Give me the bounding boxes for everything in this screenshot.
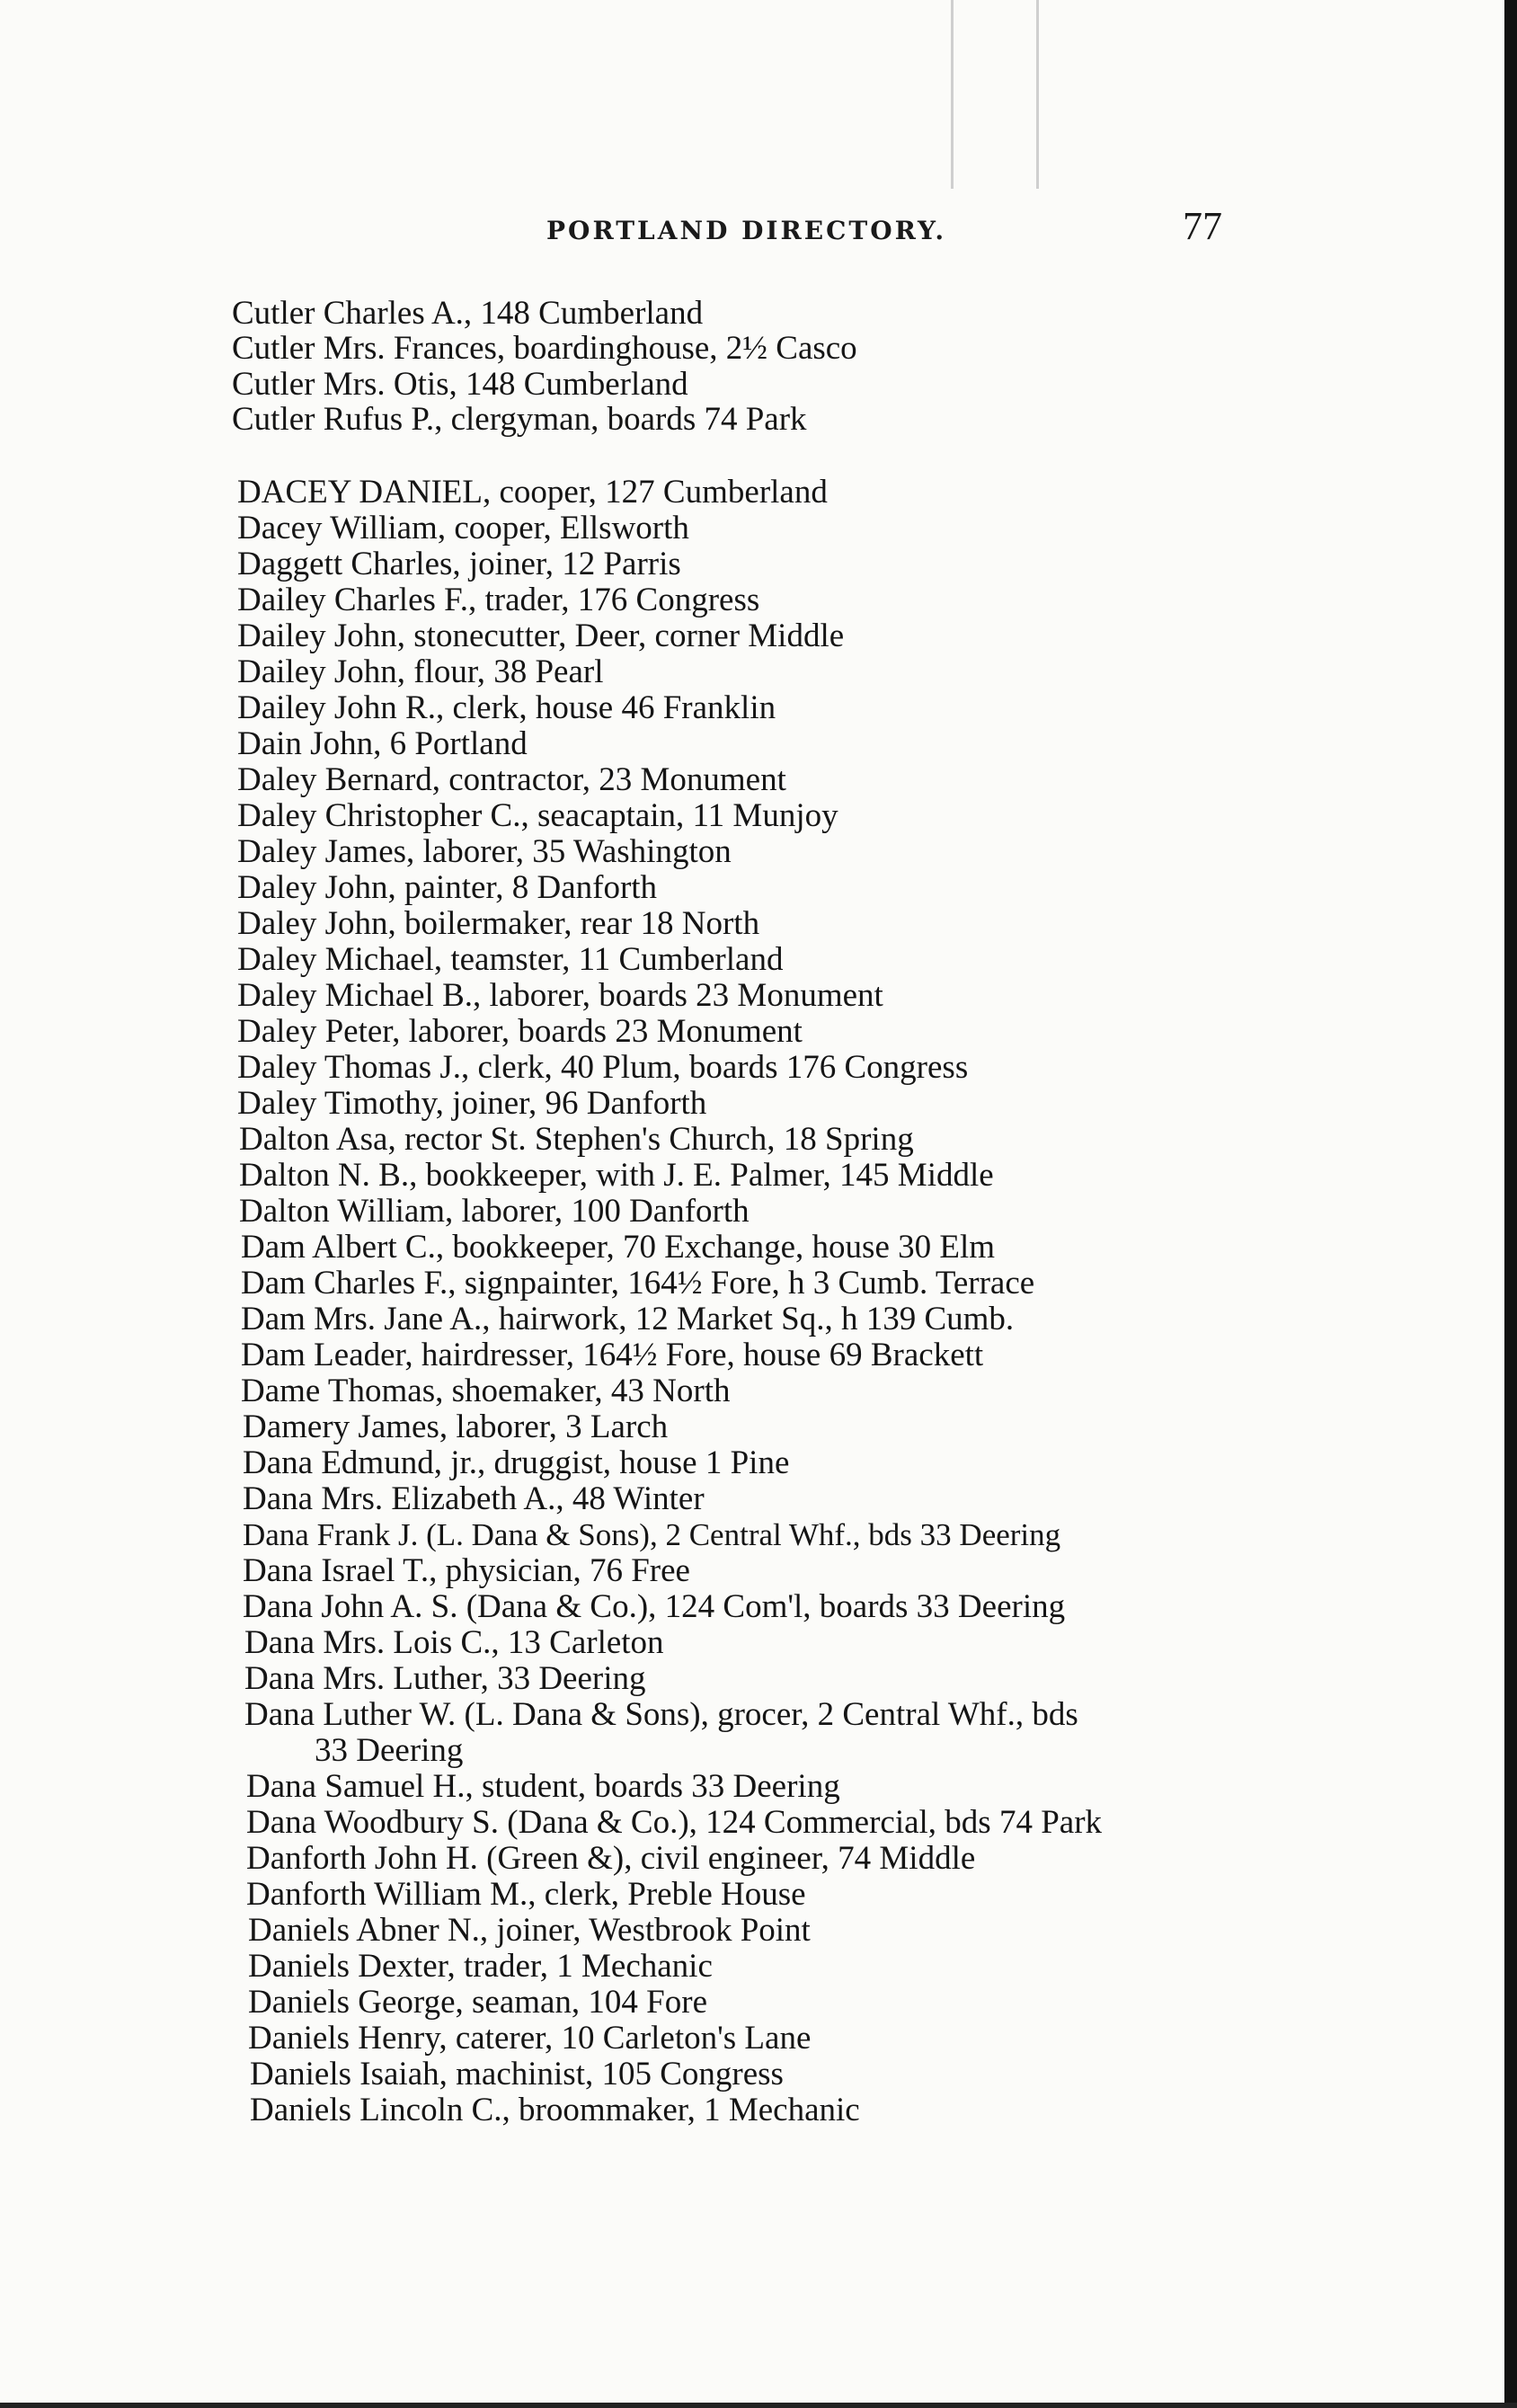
directory-entry: Dailey John R., clerk, house 46 Franklin [237,689,776,726]
directory-entry: Cutler Rufus P., clergyman, boards 74 Park [232,401,807,438]
directory-entry: Dacey William, cooper, Ellsworth [237,510,689,546]
directory-entry: Dana Mrs. Luther, 33 Deering [244,1660,646,1697]
directory-entry: Dana Luther W. (L. Dana & Sons), grocer, 2 Central Whf., bds [244,1696,1078,1733]
directory-entry-continuation: 33 Deering [315,1732,464,1769]
scan-edge [1504,0,1517,2408]
directory-entry: Daley John, painter, 8 Danforth [237,869,658,906]
directory-entry: Dailey John, stonecutter, Deer, corner Middle [237,618,845,654]
directory-entry: Daniels Henry, caterer, 10 Carleton's Lane [248,2020,812,2057]
directory-entry: Dailey John, flour, 38 Pearl [237,653,604,690]
directory-entry: Daley Christopher C., seacaptain, 11 Munjoy [237,797,838,834]
directory-entry: Daley Peter, laborer, boards 23 Monument [237,1013,803,1050]
directory-entry: Dana John A. S. (Dana & Co.), 124 Com'l, boards 33 Deering [243,1588,1066,1625]
directory-entry: Dana Edmund, jr., druggist, house 1 Pine [243,1444,790,1481]
directory-entry: Dain John, 6 Portland [237,725,528,762]
page-number: 77 [1183,204,1222,248]
directory-entry: Dana Woodbury S. (Dana & Co.), 124 Commercial, bds 74 Park [246,1804,1103,1841]
directory-entry: Dalton Asa, rector St. Stephen's Church, 18 Spring [239,1121,914,1158]
directory-entry: Daley John, boilermaker, rear 18 North [237,905,760,942]
directory-entry: Daley Timothy, joiner, 96 Danforth [237,1085,707,1122]
directory-entry: Dame Thomas, shoemaker, 43 North [241,1373,731,1409]
directory-entry: Daggett Charles, joiner, 12 Parris [237,546,681,582]
directory-entry: Dana Samuel H., student, boards 33 Deering [246,1768,840,1805]
running-head: PORTLAND DIRECTORY. [546,216,947,245]
directory-entry: Dalton N. B., bookkeeper, with J. E. Palmer, 145 Middle [239,1157,994,1194]
directory-entry: Daniels Dexter, trader, 1 Mechanic [248,1948,713,1985]
directory-entry: Daley Bernard, contractor, 23 Monument [237,761,786,798]
directory-entry: Cutler Mrs. Frances, boardinghouse, 2½ Casco [232,330,857,367]
directory-entry: Daley Michael, teamster, 11 Cumberland [237,941,784,978]
directory-entry: Dam Mrs. Jane A., hairwork, 12 Market Sq., h 139 Cumb. [241,1301,1015,1337]
directory-entry: Damery James, laborer, 3 Larch [243,1408,669,1445]
directory-entry: Danforth William M., clerk, Preble House [246,1876,806,1913]
directory-entry: DACEY DANIEL, cooper, 127 Cumberland [237,474,828,511]
directory-entry: Dana Israel T., physician, 76 Free [243,1552,690,1589]
directory-entry: Dailey Charles F., trader, 176 Congress [237,582,760,618]
scan-edge [0,2403,1517,2408]
directory-entry: Daniels Abner N., joiner, Westbrook Point [248,1912,811,1949]
directory-entry: Daley James, laborer, 35 Washington [237,833,732,870]
directory-entry: Dalton William, laborer, 100 Danforth [239,1193,750,1230]
directory-entry: Dana Frank J. (L. Dana & Sons), 2 Central Whf., bds 33 Deering [243,1517,1061,1552]
directory-entry: Dana Mrs. Lois C., 13 Carleton [244,1624,664,1661]
directory-entry: Daniels Isaiah, machinist, 105 Congress [250,2056,784,2093]
directory-entry: Daley Thomas J., clerk, 40 Plum, boards 176 Congress [237,1049,969,1086]
directory-entry: Dana Mrs. Elizabeth A., 48 Winter [243,1480,705,1517]
directory-entry: Danforth John H. (Green &), civil engineer, 74 Middle [246,1840,976,1877]
directory-entry: Dam Leader, hairdresser, 164½ Fore, house 69 Brackett [241,1337,984,1373]
directory-entry: Cutler Mrs. Otis, 148 Cumberland [232,366,688,403]
directory-entry: Dam Albert C., bookkeeper, 70 Exchange, house 30 Elm [241,1229,996,1266]
directory-entry: Daniels George, seaman, 104 Fore [248,1984,708,2021]
directory-entry: Daley Michael B., laborer, boards 23 Monument [237,977,883,1014]
directory-entry: Dam Charles F., signpainter, 164½ Fore, h 3 Cumb. Terrace [241,1265,1035,1302]
directory-entry: Cutler Charles A., 148 Cumberland [232,295,704,332]
directory-entry: Daniels Lincoln C., broommaker, 1 Mechanic [250,2092,860,2128]
